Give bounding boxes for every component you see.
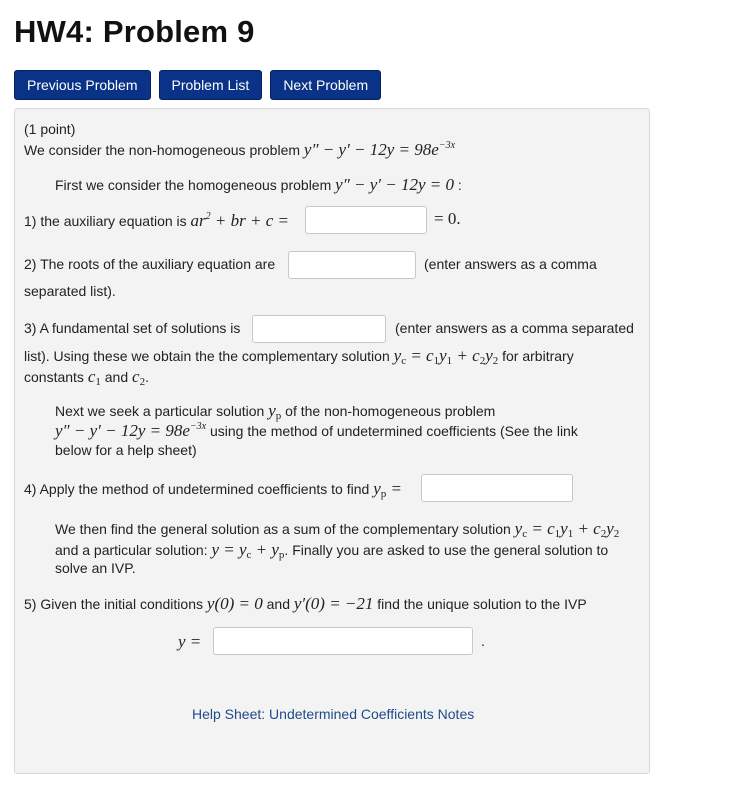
particular-line2 xyxy=(55,421,578,441)
de-equation: $y'' - y' - 12y = 98e^{-3x}$ xyxy=(303,140,456,159)
yp-symbol: $y_p$ xyxy=(268,401,282,422)
q5-end-text: find the unique solution to the IVP xyxy=(377,596,587,612)
q4-yp-equals: $y_p$ = xyxy=(373,479,402,500)
previous-problem-button[interactable]: Previous Problem xyxy=(14,70,151,100)
q5-text: 5) Given the initial conditions xyxy=(24,596,203,612)
constants-text: constants xyxy=(24,369,84,385)
q1-equals-zero: = 0. xyxy=(434,209,461,228)
and-text: and xyxy=(104,369,129,385)
particular-text1: Next we seek a particular solution xyxy=(55,403,265,419)
q4-answer-input[interactable] xyxy=(421,474,573,502)
nonhomogeneous-equation: $y'' - y' - 12y = 98e^{-3x}$ xyxy=(55,421,207,440)
q5-line xyxy=(24,594,587,614)
general-text1: We then find the general solution as a sum of the complementary solution xyxy=(55,521,511,537)
complementary-solution-formula: $y_c = c_1y_1 + c_2y_2$ xyxy=(393,346,499,367)
page-title: HW4: Problem 9 xyxy=(14,14,255,49)
problem-list-button[interactable]: Problem List xyxy=(159,70,263,100)
q3-answer-input[interactable] xyxy=(252,315,386,343)
q2-note-cont: separated list). xyxy=(24,283,116,299)
homogeneous-line xyxy=(55,175,462,195)
q3-text: 3) A fundamental set of solutions is xyxy=(24,320,241,336)
particular-text2: using the method of undetermined coefficients (See the link xyxy=(209,423,578,439)
general-line3: solve an IVP. xyxy=(55,560,136,576)
initial-condition-1: y(0) = 0 xyxy=(206,594,263,613)
q5-and: and xyxy=(266,596,290,612)
answer-period: . xyxy=(481,633,485,649)
q3-note: (enter answers as a comma separated xyxy=(395,320,634,336)
initial-condition-2: y′(0) = −21 xyxy=(293,594,374,613)
q3-line3: constants $c_1$ and $c_2$. xyxy=(24,367,149,388)
q1-answer-input[interactable] xyxy=(305,206,427,234)
homogeneous-equation: y″ − y′ − 12y = 0 xyxy=(335,175,455,194)
q2-answer-input[interactable] xyxy=(288,251,416,279)
q3-line2-text: list). Using these we obtain the the complementary solution xyxy=(24,348,390,364)
intro-text: We consider the non-homogeneous problem xyxy=(24,142,301,158)
general-formula: $y = y_c + y_p$ xyxy=(211,540,285,561)
q1-equation: $ar^2$ + br + c = xyxy=(190,211,289,230)
q1-line xyxy=(24,211,289,231)
q2-note: (enter answers as a comma xyxy=(424,256,597,272)
intro-line xyxy=(24,140,455,160)
complementary-formula-2: $y_c = c_1y_1 + c_2y_2$ xyxy=(514,519,620,540)
particular-text1b: of the non-homogeneous problem xyxy=(285,403,496,419)
q5-answer-input[interactable] xyxy=(213,627,473,655)
q4-text: 4) Apply the method of undetermined coefficients to find xyxy=(24,481,370,497)
general-text2a: and a particular solution: xyxy=(55,542,208,558)
points-label: (1 point) xyxy=(24,121,76,137)
homogeneous-text: First we consider the homogeneous problem xyxy=(55,177,332,193)
general-line2 xyxy=(55,540,608,561)
problem-nav xyxy=(14,70,381,100)
particular-line1 xyxy=(55,401,495,422)
help-sheet-link[interactable]: Help Sheet: Undetermined Coefficients Notes xyxy=(192,706,475,722)
q1-text: 1) the auxiliary equation is xyxy=(24,213,187,229)
next-problem-button[interactable]: Next Problem xyxy=(270,70,381,100)
general-text2b: . Finally you are asked to use the general solution to xyxy=(284,542,609,558)
constant-c1: $c_1$ xyxy=(87,367,101,388)
homogeneous-colon: : xyxy=(457,177,462,193)
q3-arbitrary-text: for arbitrary xyxy=(502,348,574,364)
particular-line3: below for a help sheet) xyxy=(55,442,197,458)
q3-line2 xyxy=(24,346,574,367)
q4-line xyxy=(24,479,402,500)
constant-c2: $c_2$ xyxy=(132,367,146,388)
q2-text: 2) The roots of the auxiliary equation are xyxy=(24,256,276,272)
answer-y-label: y = xyxy=(178,632,202,651)
general-line1 xyxy=(55,519,619,540)
